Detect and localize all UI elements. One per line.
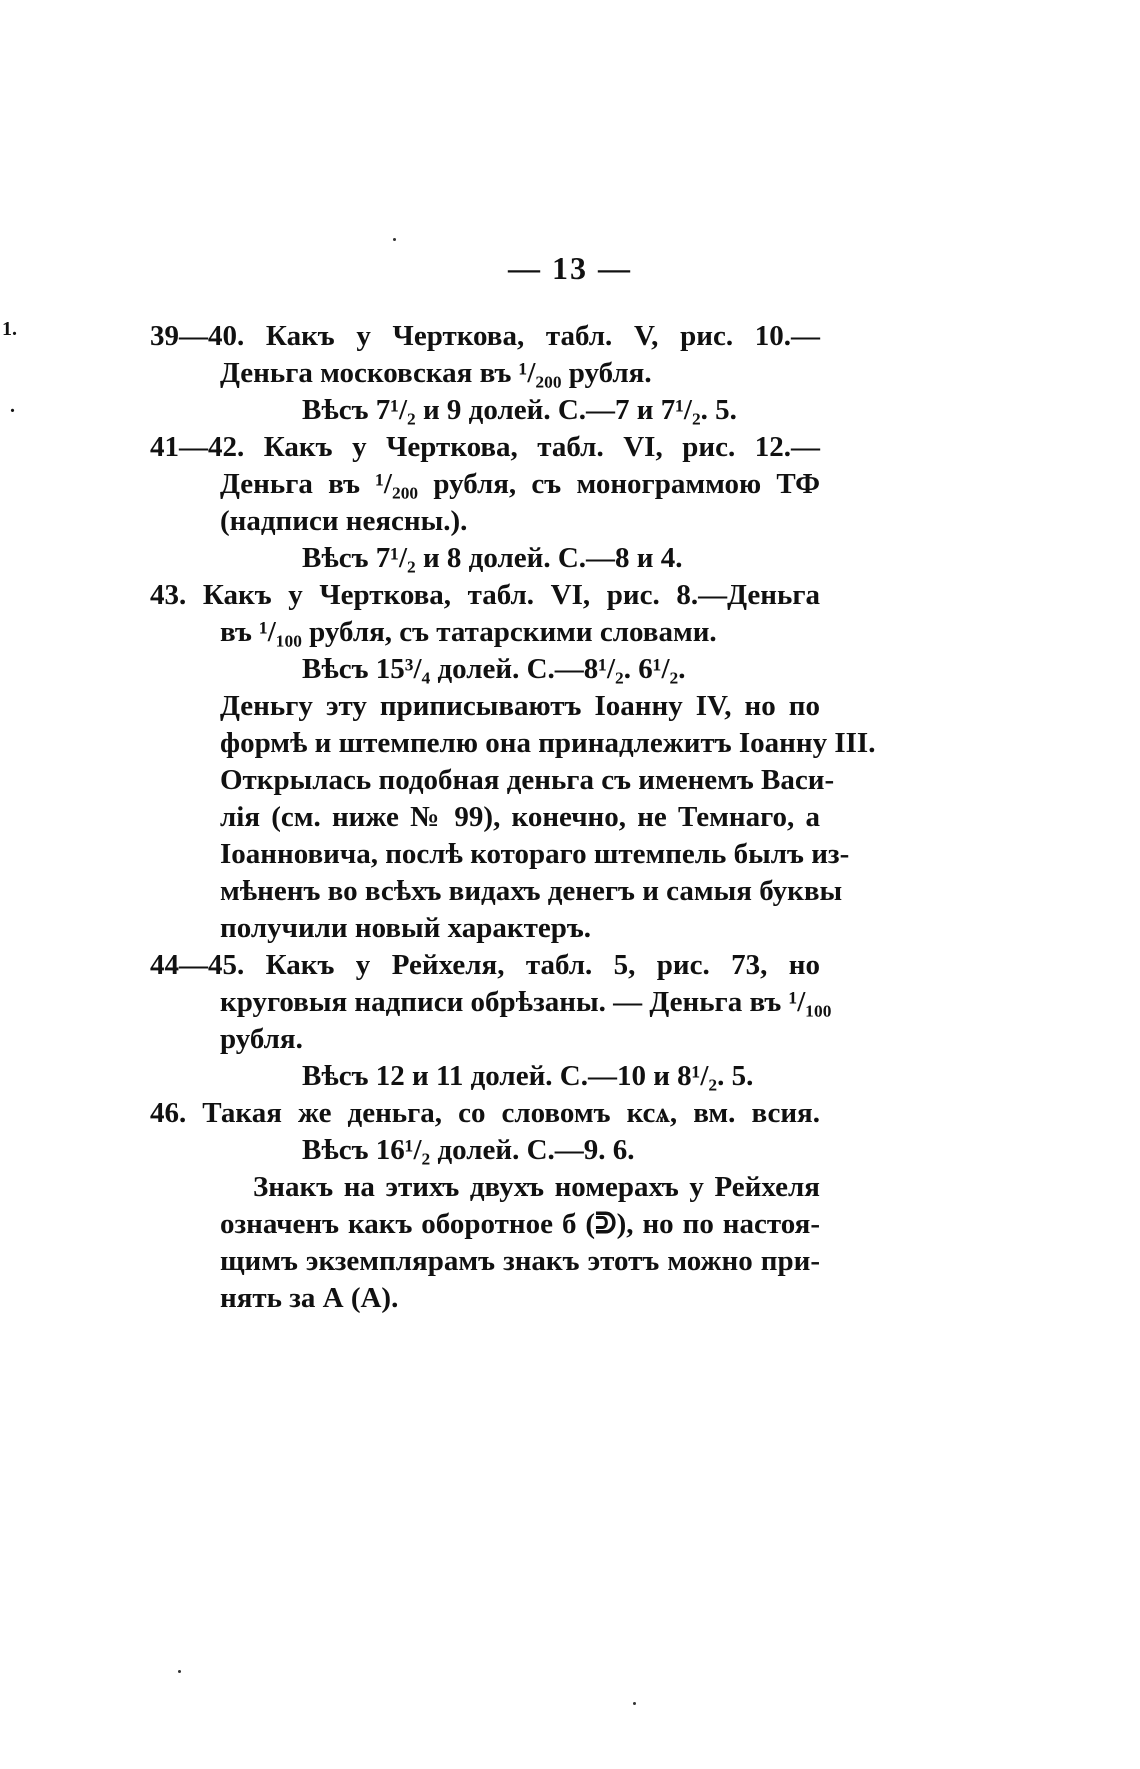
- text-line: означенъ какъ оборотное б (ᕲ), но по настоя-: [220, 1208, 820, 1240]
- text-line: 39—40. Какъ у Черткова, табл. V, рис. 10.—: [150, 320, 820, 352]
- text-line: Знакъ на этихъ двухъ номерахъ у Рейхеля: [253, 1171, 820, 1203]
- text-line: лія (см. ниже № 99), конечно, не Темнаго, а: [220, 801, 820, 833]
- scan-speck: [178, 1670, 181, 1673]
- text-line: Вѣсъ 12 и 11 долей. С.—10 и 8¹/₂. 5.: [302, 1060, 754, 1092]
- margin-mark: .: [10, 395, 15, 417]
- text-line: получили новый характеръ.: [220, 912, 591, 944]
- text-line: Вѣсъ 7¹/₂ и 9 долей. С.—7 и 7¹/₂. 5.: [302, 394, 737, 426]
- text-line: Вѣсъ 15³/₄ долей. С.—8¹/₂. 6¹/₂.: [302, 653, 686, 685]
- text-line: 43. Какъ у Черткова, табл. VI, рис. 8.—Деньга: [150, 579, 820, 611]
- page-number: — 13 —: [508, 250, 632, 286]
- text-line: Деньга московская въ ¹/₂₀₀ рубля.: [220, 357, 652, 389]
- text-line: 46. Такая же деньга, со словомъ ксѧ, вм. всия.: [150, 1097, 820, 1129]
- text-line: Вѣсъ 7¹/₂ и 8 долей. С.—8 и 4.: [302, 542, 683, 574]
- text-line: Вѣсъ 16¹/₂ долей. С.—9. 6.: [302, 1134, 635, 1166]
- text-line: Іоанновича, послѣ котораго штемпель былъ из-: [220, 838, 850, 870]
- text-line: рубля.: [220, 1023, 303, 1055]
- text-line: 41—42. Какъ у Черткова, табл. VI, рис. 12.—: [150, 431, 820, 463]
- text-line: формѣ и штемпелю она принадлежитъ Іоанну III.: [220, 727, 876, 759]
- margin-mark: 1.: [2, 318, 17, 340]
- text-line: 44—45. Какъ у Рейхеля, табл. 5, рис. 73, но: [150, 949, 820, 981]
- scan-speck: [393, 238, 396, 241]
- text-line: въ ¹/₁₀₀ рубля, съ татарскими словами.: [220, 616, 717, 648]
- text-line: Открылась подобная деньга съ именемъ Васи-: [220, 764, 835, 796]
- text-line: мѣненъ во всѣхъ видахъ денегъ и самыя буквы: [220, 875, 843, 907]
- text-line: щимъ экземплярамъ знакъ этотъ можно при-: [220, 1245, 820, 1277]
- text-line: Деньгу эту приписываютъ Іоанну IV, но по: [220, 690, 820, 722]
- text-line: круговыя надписи обрѣзаны. — Деньга въ ¹/₁₀₀: [220, 986, 832, 1018]
- text-line: (надписи неясны.).: [220, 505, 468, 537]
- scan-speck: [633, 1702, 636, 1705]
- text-line: Деньга въ ¹/₂₀₀ рубля, съ монограммою ТФ: [220, 468, 820, 500]
- body-text: [150, 318, 876, 1317]
- text-line: нять за А (А).: [220, 1282, 399, 1314]
